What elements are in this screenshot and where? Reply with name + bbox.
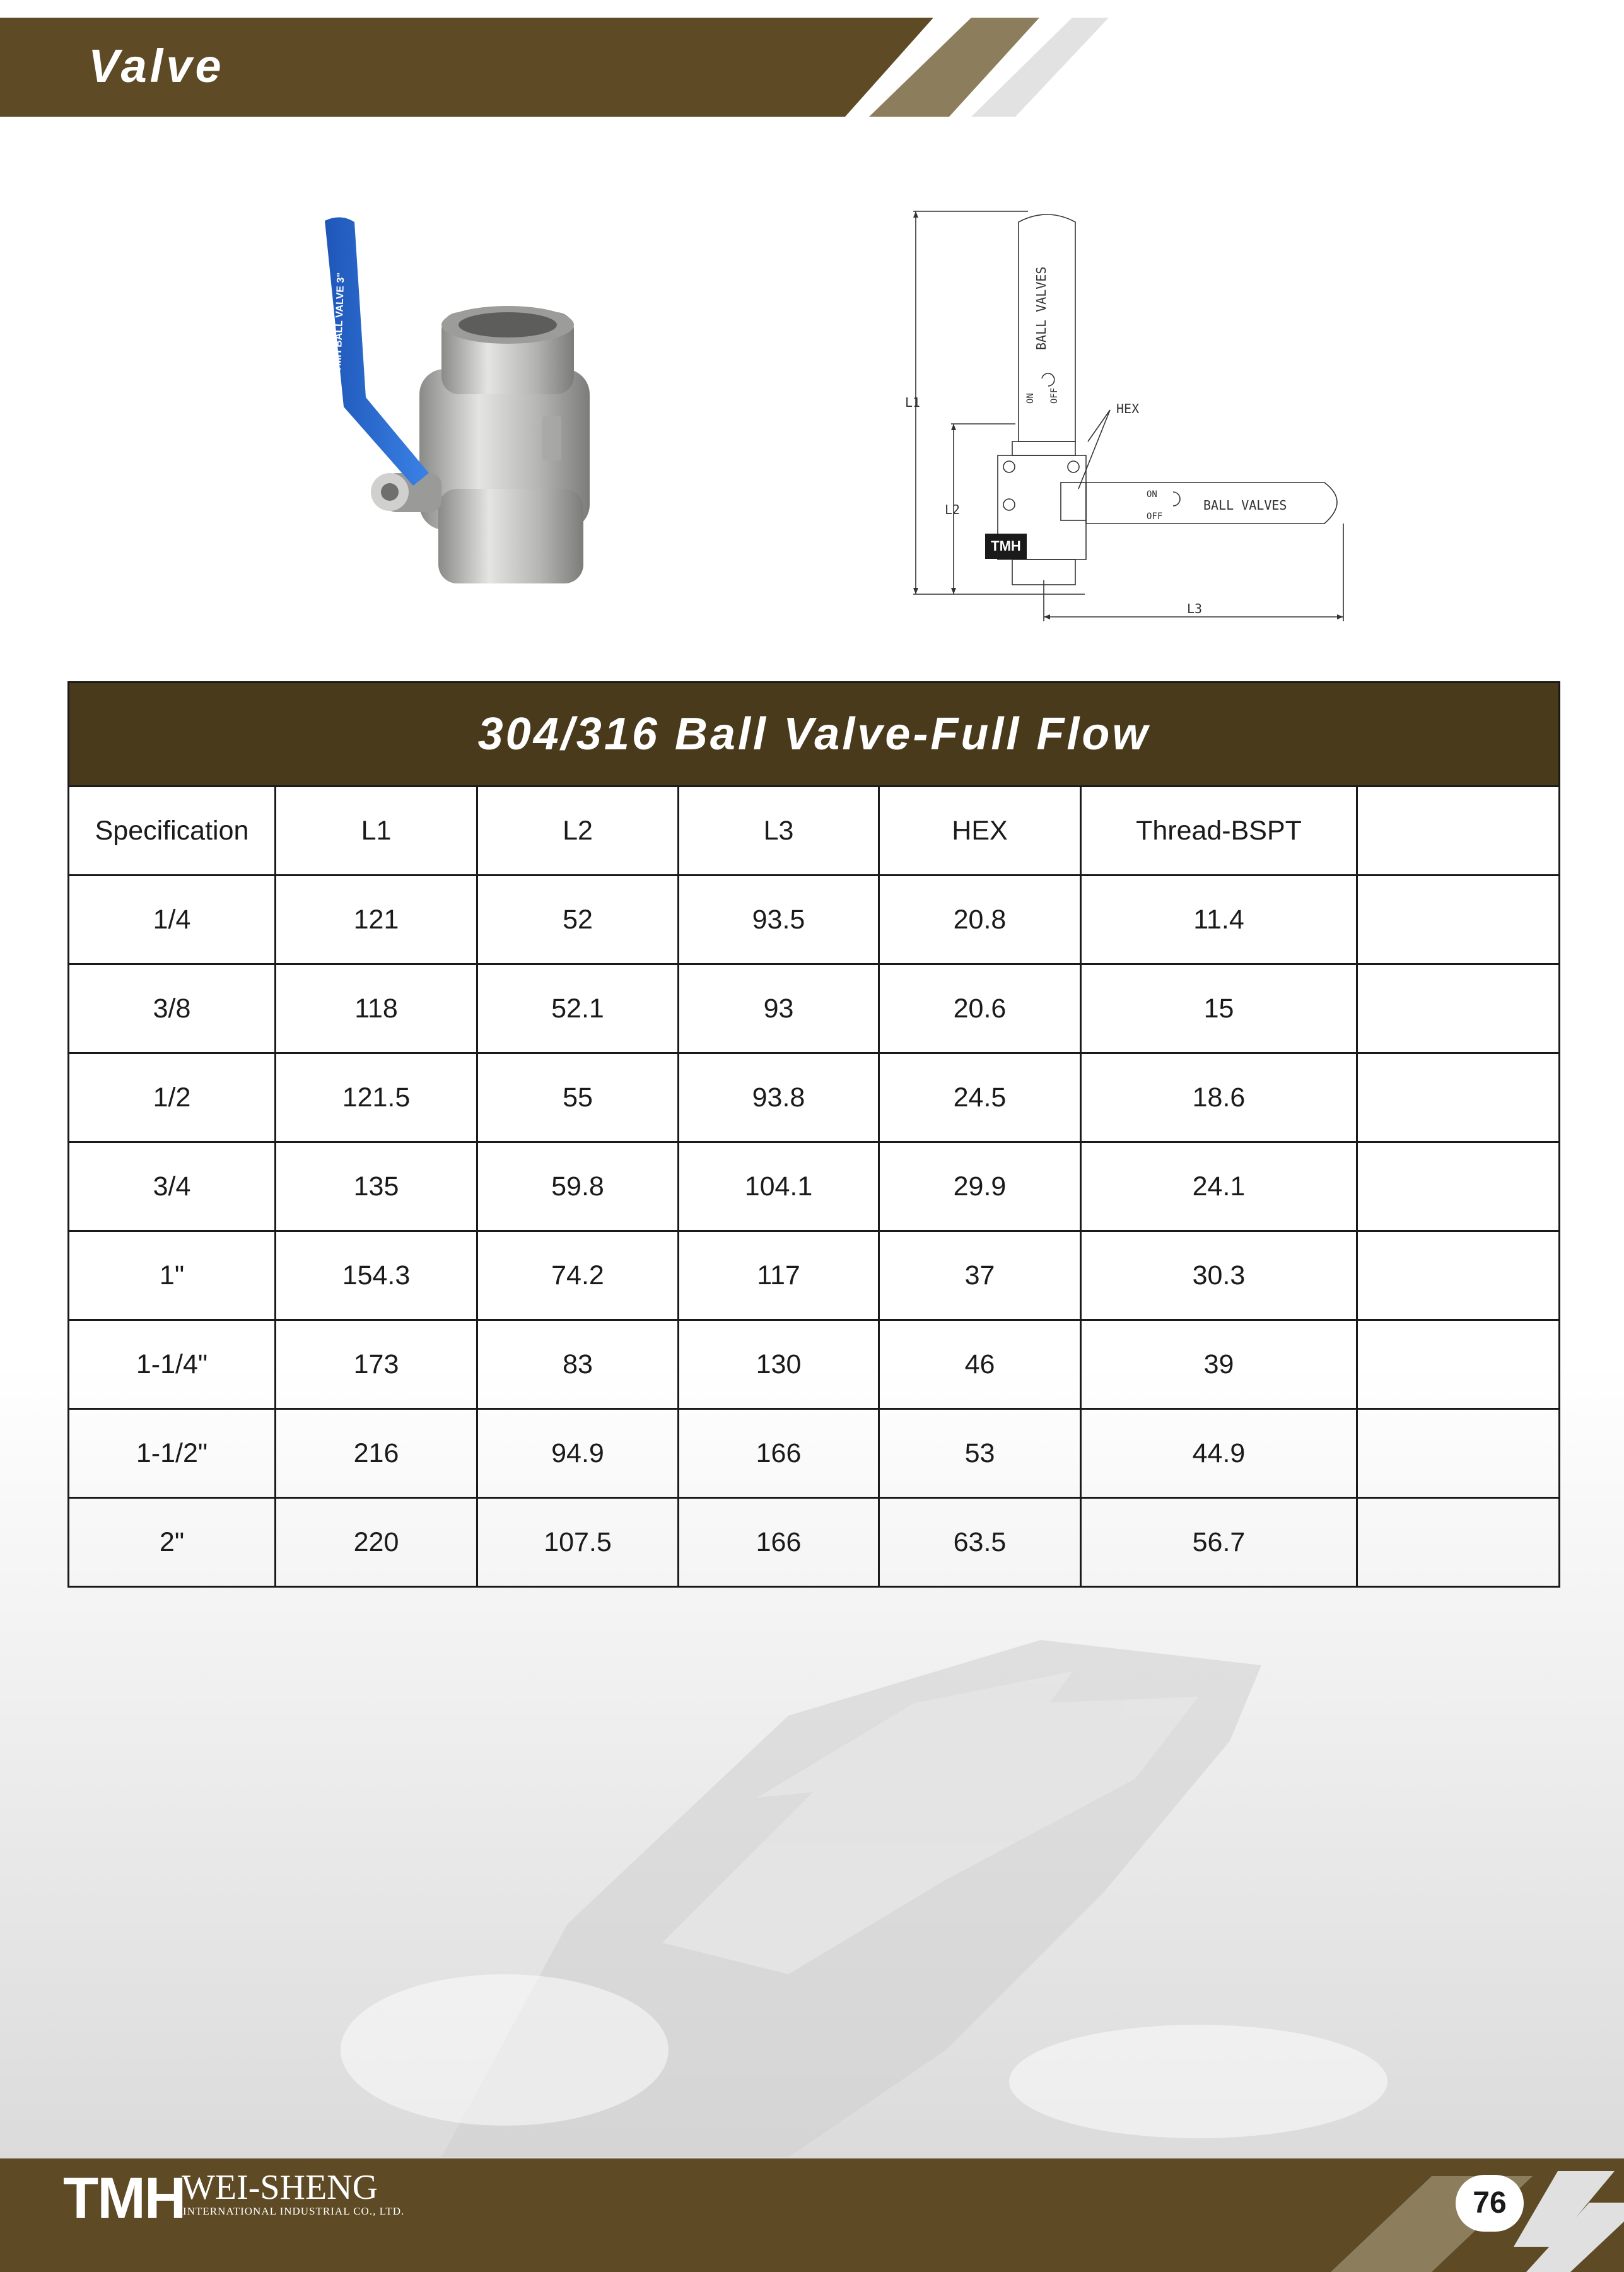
- table-cell: 53: [879, 1409, 1081, 1498]
- table-cell: 30.3: [1081, 1231, 1357, 1320]
- column-header: L3: [679, 787, 879, 875]
- table-cell: [1357, 1231, 1560, 1320]
- table-cell: [1357, 964, 1560, 1053]
- spec-table: [67, 681, 1560, 1588]
- drawing-handle-text-horizontal: BALL VALVES: [1203, 498, 1287, 513]
- table-cell: 166: [679, 1498, 879, 1587]
- table-header-row: [69, 787, 1560, 875]
- table-cell: 135: [276, 1142, 477, 1231]
- drawing-label-l1: L1: [905, 395, 921, 410]
- table-cell: 94.9: [477, 1409, 679, 1498]
- table-cell: 52.1: [477, 964, 679, 1053]
- drawing-on-vertical: ON: [1025, 393, 1036, 404]
- table-cell: 24.1: [1081, 1142, 1357, 1231]
- table-cell: [1357, 1142, 1560, 1231]
- svg-text:TMH BALL VALVE 3": TMH BALL VALVE 3": [332, 272, 347, 373]
- table-cell: 154.3: [276, 1231, 477, 1320]
- table-cell: 63.5: [879, 1498, 1081, 1587]
- table-cell: 52: [477, 875, 679, 964]
- table-title: 304/316 Ball Valve-Full Flow: [69, 682, 1560, 787]
- table-cell: 107.5: [477, 1498, 679, 1587]
- table-cell: 37: [879, 1231, 1081, 1320]
- table-cell: [1357, 1053, 1560, 1142]
- brand-subtitle: INTERNATIONAL INDUSTRIAL CO., LTD.: [183, 2205, 405, 2217]
- table-cell: 55: [477, 1053, 679, 1142]
- table-row: [69, 1498, 1560, 1587]
- table-cell: 46: [879, 1320, 1081, 1409]
- table-cell: 1-1/4": [69, 1320, 276, 1409]
- table-cell: [1357, 875, 1560, 964]
- table-row: [69, 875, 1560, 964]
- table-row: [69, 964, 1560, 1053]
- column-header: Thread-BSPT: [1081, 787, 1357, 875]
- table-row: [69, 1320, 1560, 1409]
- table-cell: 24.5: [879, 1053, 1081, 1142]
- table-cell: 1-1/2": [69, 1409, 276, 1498]
- drawing-handle-text-vertical: BALL VALVES: [1034, 266, 1049, 350]
- drawing-label-l3: L3: [1187, 601, 1203, 616]
- table-cell: 56.7: [1081, 1498, 1357, 1587]
- table-cell: 118: [276, 964, 477, 1053]
- table-cell: 83: [477, 1320, 679, 1409]
- drawing-off-vertical: OFF: [1049, 387, 1060, 404]
- table-cell: 74.2: [477, 1231, 679, 1320]
- dimension-drawing: [896, 196, 1375, 637]
- table-cell: 39: [1081, 1320, 1357, 1409]
- table-cell: 44.9: [1081, 1409, 1357, 1498]
- table-cell: 1/4: [69, 875, 276, 964]
- table-cell: 121: [276, 875, 477, 964]
- table-row: [69, 1142, 1560, 1231]
- table-cell: 3/8: [69, 964, 276, 1053]
- brand-logo-mark: TMH: [63, 2166, 185, 2230]
- table-cell: [1357, 1498, 1560, 1587]
- table-cell: 20.8: [879, 875, 1081, 964]
- brand-name: WEI-SHENG: [182, 2168, 378, 2207]
- table-cell: 29.9: [879, 1142, 1081, 1231]
- table-cell: 166: [679, 1409, 879, 1498]
- table-cell: 121.5: [276, 1053, 477, 1142]
- table-cell: 117: [679, 1231, 879, 1320]
- drawing-logo: TMH: [991, 538, 1021, 554]
- section-title: Valve: [88, 40, 225, 92]
- table-cell: 216: [276, 1409, 477, 1498]
- column-header: L1: [276, 787, 477, 875]
- table-cell: 104.1: [679, 1142, 879, 1231]
- drawing-label-hex: HEX: [1116, 401, 1140, 416]
- table-cell: 1": [69, 1231, 276, 1320]
- table-cell: 20.6: [879, 964, 1081, 1053]
- drawing-on-horizontal: ON: [1147, 489, 1157, 500]
- drawing-off-horizontal: OFF: [1147, 512, 1163, 522]
- table-cell: 18.6: [1081, 1053, 1357, 1142]
- table-cell: 173: [276, 1320, 477, 1409]
- table-cell: [1357, 1409, 1560, 1498]
- table-cell: 93.8: [679, 1053, 879, 1142]
- table-cell: 220: [276, 1498, 477, 1587]
- column-header: L2: [477, 787, 679, 875]
- column-header: [1357, 787, 1560, 875]
- table-cell: 130: [679, 1320, 879, 1409]
- table-cell: 93.5: [679, 875, 879, 964]
- page-number: 76: [1456, 2175, 1524, 2232]
- column-header: Specification: [69, 787, 276, 875]
- table-cell: 93: [679, 964, 879, 1053]
- header-banner: [0, 0, 1624, 126]
- table-row: [69, 1053, 1560, 1142]
- drawing-label-l2: L2: [945, 502, 961, 517]
- ball-valve-photo: [296, 208, 624, 637]
- table-cell: 2": [69, 1498, 276, 1587]
- table-cell: 11.4: [1081, 875, 1357, 964]
- column-header: HEX: [879, 787, 1081, 875]
- table-cell: 3/4: [69, 1142, 276, 1231]
- table-cell: [1357, 1320, 1560, 1409]
- table-cell: 1/2: [69, 1053, 276, 1142]
- table-cell: 15: [1081, 964, 1357, 1053]
- table-cell: 59.8: [477, 1142, 679, 1231]
- table-row: [69, 1409, 1560, 1498]
- table-row: [69, 1231, 1560, 1320]
